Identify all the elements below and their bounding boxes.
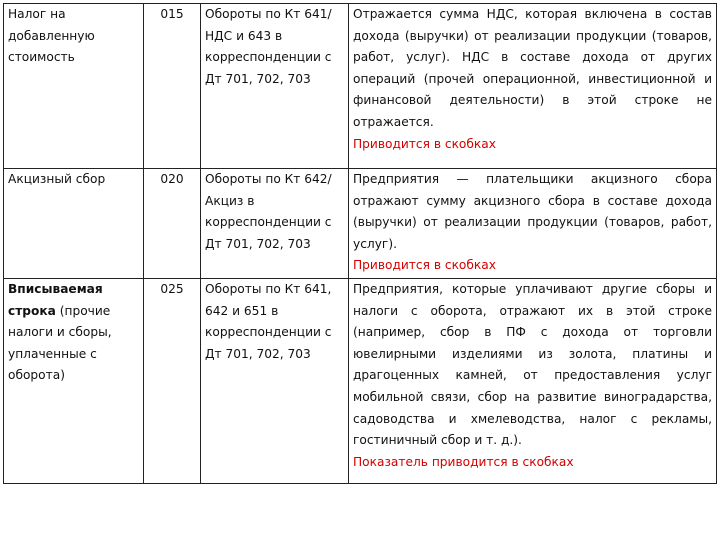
line-code: 020 <box>144 169 201 279</box>
table-row <box>4 279 717 484</box>
description-text: Отражается сумма НДС, которая включена в состав дохода (выручки) от реализации продукции (товаров, работ, услуг). НДС в составе дохода от других операций (прочей операционной, инвестиционной и финансовой деятельности) в этой строке не отражается. <box>353 7 712 129</box>
description-text: Предприятия — плательщики акцизного сбора отражают сумму акцизного сбора в составе дохода (выручки) от реализации продукции (товаров, работ, услуг). <box>353 172 712 251</box>
table-row <box>4 4 717 169</box>
accounts-text: Обороты по Кт 642/Акциз в корреспонденции с Дт 701, 702, 703 <box>201 169 349 279</box>
line-name-bold: Вписываемая строка <box>8 282 103 318</box>
table-row <box>4 169 717 279</box>
description-cell <box>349 4 717 169</box>
line-code: 015 <box>144 4 201 169</box>
note-text: Приводится в скобках <box>353 258 496 273</box>
line-name-cell <box>4 169 144 279</box>
line-name-cell <box>4 4 144 169</box>
description-cell <box>349 169 717 279</box>
accounts-text: Обороты по Кт 641, 642 и 651 в корреспонденции с Дт 701, 702, 703 <box>201 279 349 484</box>
line-name: (прочие налоги и сборы, уплаченные с оборота) <box>8 303 112 383</box>
line-name-cell <box>4 279 144 484</box>
tax-lines-table <box>3 3 717 484</box>
line-code: 025 <box>144 279 201 484</box>
line-name: Акцизный сбор <box>8 172 106 186</box>
accounts-text: Обороты по Кт 641/НДС и 643 в корреспонденции с Дт 701, 702, 703 <box>201 4 349 169</box>
note-text: Показатель приводится в скобках <box>353 454 574 469</box>
line-name: Налог на добавленную стоимость <box>8 7 95 65</box>
description-cell <box>349 279 717 484</box>
note-text: Приводится в скобках <box>353 136 496 151</box>
description-text: Предприятия, которые уплачивают другие сборы и налоги с оборота, отражают их в этой строке (например, сбор в ПФ с дохода от торговли ювелирными изделиями из золота, платины и драгоценных камней, от предоставления услуг мобильной связи, сбор на развитие виноградарства, садоводства и хмелеводства, налог с рекламы, гостиничный сбор и т. д.). <box>353 282 712 448</box>
